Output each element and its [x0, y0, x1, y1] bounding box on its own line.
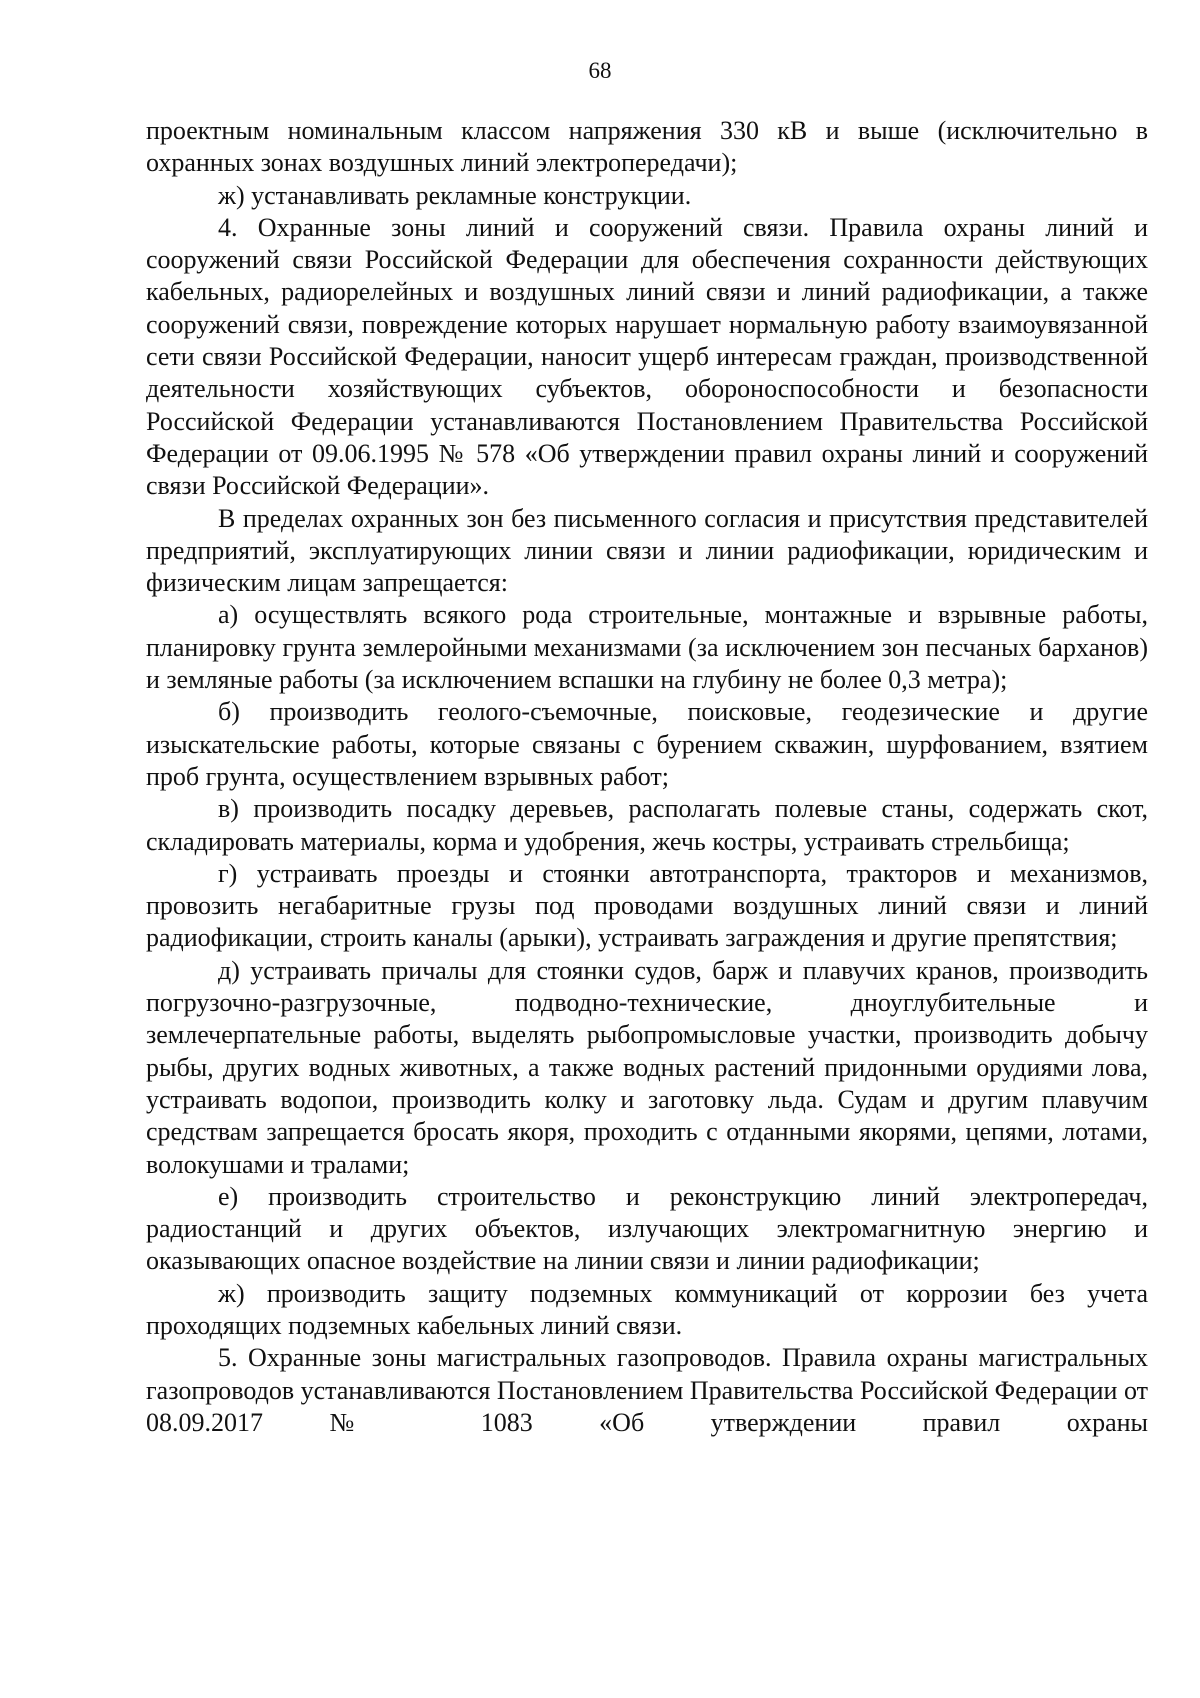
list-item-v: в) производить посадку деревьев, располагать полевые станы, содержать скот, складировать материалы, корма и удобрения, жечь костры, устраивать стрельбища; [146, 794, 1148, 856]
section-5-paragraph: 5. Охранные зоны магистральных газопроводов. Правила охраны магистральных газопроводов устанавливаются Постановлением Правительства Российской Федерации от 08.09.2017 № 1083 «Об утверждении правил охраны [146, 1343, 1148, 1437]
list-item-b: б) производить геолого-съемочные, поисковые, геодезические и другие изыскательские работы, которые связаны с бурением скважин, шурфованием, взятием проб грунта, осуществлением взрывных работ; [146, 697, 1148, 791]
prohibitions-intro-paragraph: В пределах охранных зон без письменного согласия и присутствия представителей предприятий, эксплуатирующих линии связи и линии радиофикации, юридическим и физическим лицам запрещается: [146, 503, 1148, 598]
list-item-zh-advertising: ж) устанавливать рекламные конструкции. [218, 180, 692, 210]
list-item-a: а) осуществлять всякого рода строительные, монтажные и взрывные работы, планировку грунта землеройными механизмами (за исключением зон песчаных барханов) и земляные работы (за исключением вспашки на глубину не более 0,3 метра); [146, 600, 1148, 695]
paragraph-continuation: проектным номинальным классом напряжения 330 кВ и выше (исключительно в охранных зонах воздушных линий электропередачи); [146, 116, 1148, 178]
page-number: 68 [588, 58, 612, 83]
list-item-d: д) устраивать причалы для стоянки судов, барж и плавучих кранов, производить погрузочно-разгрузочные, подводно-технические, дноуглубительные и землечерпательные работы, выделять рыбопромысловые участки, производить добычу рыбы, других водных животных, а также водных растений придонными орудиями лова, устраивать водопои, производить колку и заготовку льда. Судам и другим плавучим средствам запрещается бросать якоря, проходить с отданными якорями, цепями, лотами, волокушами и тралами; [146, 955, 1148, 1179]
list-item-g: г) устраивать проезды и стоянки автотранспорта, тракторов и механизмов, провозить негабаритные грузы под проводами воздушных линий связи и линий радиофикации, строить каналы (арыки), устраивать заграждения и другие препятствия; [146, 858, 1148, 953]
document-body [146, 115, 1148, 1439]
section-4-paragraph: 4. Охранные зоны линий и сооружений связи. Правила охраны линий и сооружений связи Российской Федерации для обеспечения сохранности действующих кабельных, радиорелейных и воздушных линий связи и линий радиофикации, а также сооружений связи, повреждение которых нарушает нормальную работу взаимоувязанной сети связи Российской Федерации, наносит ущерб интересам граждан, производственной деятельности хозяйствующих субъектов, обороноспособности и безопасности Российской Федерации устанавливаются Постановлением Правительства Российской Федерации от 09.06.1995 № 578 «Об утверждении правил охраны линий и сооружений связи Российской Федерации». [146, 212, 1148, 501]
list-item-e: е) производить строительство и реконструкцию линий электропередач, радиостанций и других объектов, излучающих электромагнитную энергию и оказывающих опасное воздействие на линии связи и линии радиофикации; [146, 1181, 1148, 1276]
list-item-zh-protection: ж) производить защиту подземных коммуникаций от коррозии без учета проходящих подземных кабельных линий связи. [146, 1278, 1148, 1340]
